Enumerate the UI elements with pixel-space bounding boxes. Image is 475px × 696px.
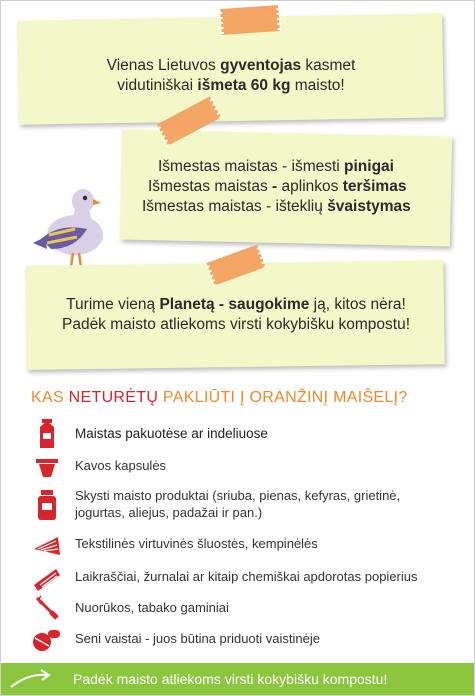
note3-emphasis: Planetą - saugokime <box>159 296 310 313</box>
note2-emphasis: - <box>272 178 278 195</box>
item-label: Laikraščiai, žurnalai ar kitaip chemiškai apdorotas popierius <box>75 569 418 584</box>
tape-strip <box>220 5 280 35</box>
jar-icon <box>31 487 63 523</box>
note1-text-part: Vienas Lietuvos <box>106 57 221 74</box>
heading-part: KAS <box>31 389 69 406</box>
cloth-icon <box>31 531 63 561</box>
note2-text-part: Išmestas maistas <box>148 178 273 195</box>
note1-text-part: kasmet <box>301 57 356 74</box>
heading-emphasis: NETURĖTŲ <box>68 389 159 406</box>
list-item <box>31 453 167 483</box>
note3-text <box>31 295 441 335</box>
list-item <box>31 625 320 655</box>
item-label: Seni vaistai - juos būtina priduoti vaistinėje <box>75 631 320 646</box>
item-label: Kavos kapsulės <box>75 458 167 473</box>
list-item <box>31 487 401 523</box>
item-label: Nuorūkos, tabako gaminiai <box>75 600 229 615</box>
note3-text-part: Turime vieną <box>66 296 160 313</box>
note2-text-part: aplinkos <box>277 178 343 195</box>
item-label: jogurtas, aliejus, padažai ir pan.) <box>75 505 263 520</box>
note3-text-part: Padėk maisto atliekoms virsti kokybišku kompostu! <box>61 316 411 333</box>
note1-emphasis: išmeta 60 kg <box>197 77 291 94</box>
footer-banner <box>1 663 474 695</box>
arrow-icon <box>9 667 53 691</box>
note2-emphasis: pinigai <box>344 158 394 175</box>
milk-carton-icon <box>31 419 63 449</box>
pills-icon <box>31 625 63 655</box>
note2-text-part: Išmestas maistas - išteklių <box>142 198 328 215</box>
item-label: Tekstilinės virtuvinės šluostės, kempinėlės <box>75 536 318 551</box>
pigeon-icon <box>31 183 107 273</box>
list-item <box>31 563 418 593</box>
note1-emphasis: gyventojas <box>220 57 302 74</box>
note1-text-part: vidutiniškai <box>117 77 198 94</box>
item-label: Maistas pakuotėse ar indeliuose <box>75 426 268 441</box>
section-heading <box>31 389 408 407</box>
list-item <box>31 593 229 623</box>
coffee-capsule-icon <box>31 453 63 483</box>
note1-text <box>41 56 421 96</box>
note2-text <box>136 157 446 217</box>
note2-emphasis: teršimas <box>342 178 407 195</box>
note3-text-part: ją, kitos nėra! <box>309 296 406 313</box>
note1-text-part: maisto! <box>290 77 345 94</box>
note2-text-part: Išmestas maistas - išmesti <box>158 158 345 175</box>
item-label: Skysti maisto produktai (sriuba, pienas, kefyras, grietinė, <box>75 488 401 503</box>
list-item <box>31 531 318 561</box>
cigarette-icon <box>31 593 63 623</box>
list-item <box>31 419 268 449</box>
footer-label: Padėk maisto atliekoms virsti kokybišku kompostu! <box>73 671 388 687</box>
note2-emphasis: švaistymas <box>327 198 411 215</box>
heading-part: PAKLIŪTI Į ORANŽINĮ MAIŠELĮ? <box>158 389 408 406</box>
newspaper-icon <box>31 563 63 593</box>
